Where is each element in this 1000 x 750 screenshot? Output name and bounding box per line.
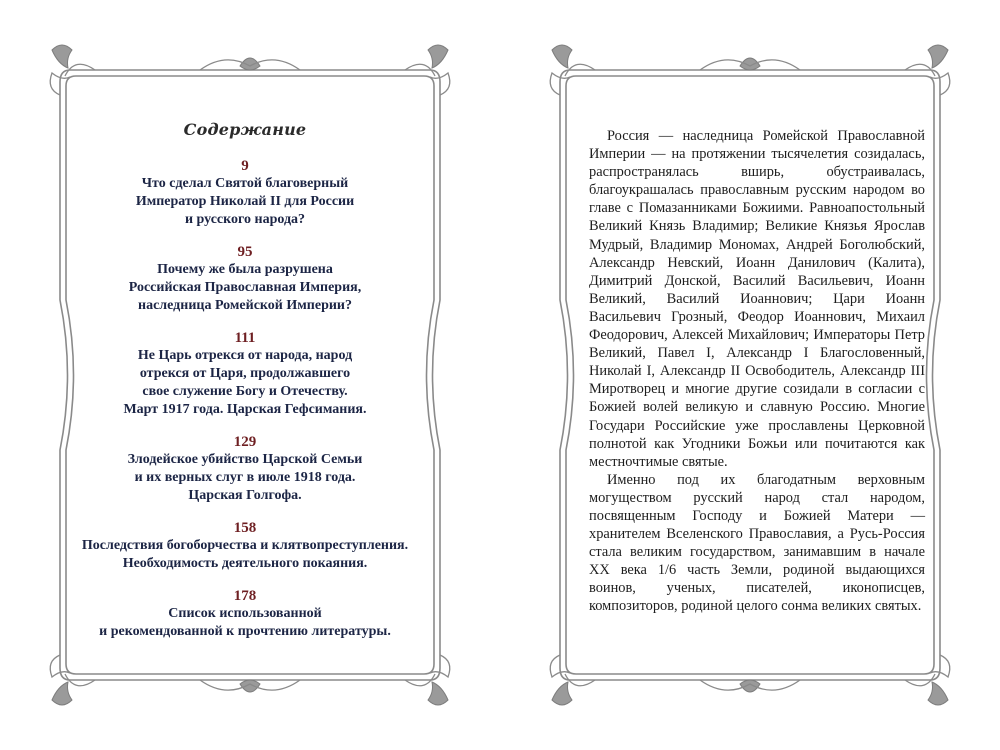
toc-page-number: 9 (241, 158, 249, 174)
toc-entry-text: Почему же была разрушена Российская Православная Империя, наследница Ромейской Империи? (128, 262, 362, 313)
toc-entry (70, 433, 420, 505)
toc-page-number: 95 (237, 244, 253, 260)
table-of-contents (70, 120, 420, 655)
toc-entry (70, 157, 420, 229)
toc-entry (70, 519, 420, 573)
contents-title: Содержание (183, 120, 307, 139)
toc-entry-text: Список использованной и рекомендованной к прочтению литературы. (99, 606, 391, 639)
toc-entry (70, 587, 420, 641)
toc-entry (70, 329, 420, 419)
toc-entry-text: Последствия богоборчества и клятвопреступления. Необходимость деятельного покаяния. (81, 538, 409, 571)
toc-page-number: 111 (234, 330, 256, 346)
toc-page-number: 158 (233, 520, 257, 536)
toc-page-number: 129 (233, 434, 257, 450)
paragraph: Россия — наследница Ромейской Православной Империи — на протяжении тысячелетия созидалась, распространялась вширь, обустраивалась, благоукрашалась православным русским народом во главе с Помазанниками Божиими. Равноапостольный Великий Князь Владимир; Великие Князья Ярослав Мудрый, Владимир Мономах, Андрей Боголюбский, Александр Невский, Иоанн Данилович (Калита), Димитрий Донской, Василий Васильевич, Иоанн Великий, Василий Иоаннович; Цари Иоанн Васильевич Грозный, Феодор Иоаннович, Михаил Феодорович, Алексей Михайлович; Императоры Петр Великий, Павел I, Александр I Благословенный, Николай I, Александр II Освободитель, Александр III Миротворец и многие другие созидали в согласии с Божией волей великую и славную Россию. Многие Государи Российские уже прославлены Церковной полнотой как Угодники Божьи или почитаются как местночтимые святые. (589, 128, 925, 470)
toc-entry-text: Что сделал Святой благоверный Император Николай II для России и русского народа? (135, 176, 355, 227)
toc-entry-text: Не Царь отрекся от народа, народ отрекся от Царя, продолжавшего свое служение Богу и Отечеству. Март 1917 года. Царская Гефсимания. (123, 348, 367, 417)
right-page-body (589, 127, 925, 616)
toc-page-number: 178 (233, 588, 257, 604)
toc-entry (70, 243, 420, 315)
toc-entry-text: Злодейское убийство Царской Семьи и их верных слуг в июле 1918 года. Царская Голгофа. (127, 452, 363, 503)
paragraph: Именно под их благодатным верховным могуществом русский народ стал народом, посвященным Господу и Божией Матери — хранителем Вселенского Православия, а Русь-Россия стала великим государством, занимавшим в начале XX века 1/6 часть Земли, родиной выдающихся воинов, ученых, писателей, иконописцев, композиторов, родиной целого сонма великих святых. (589, 471, 925, 615)
